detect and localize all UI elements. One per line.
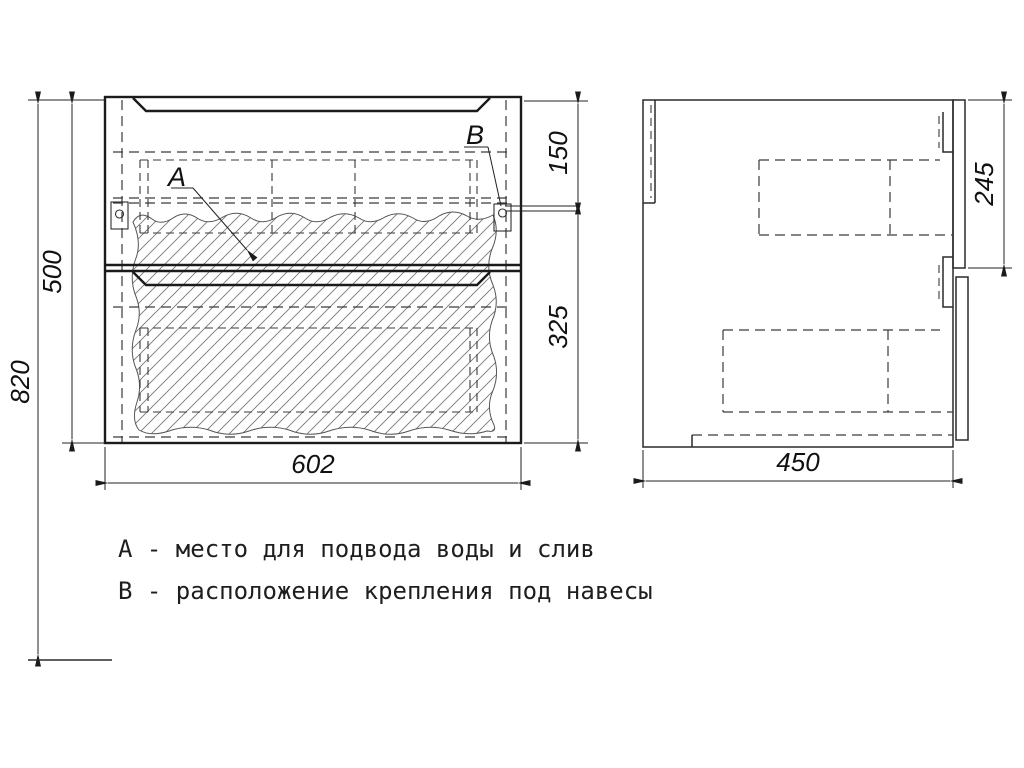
side-view-outline <box>643 100 968 447</box>
dim-820-text: 820 <box>5 360 35 404</box>
mounting-bracket-left <box>111 202 128 229</box>
dim-602-text: 602 <box>291 449 335 479</box>
dimension-820 <box>28 100 112 660</box>
side-view-hidden-lines <box>651 105 953 435</box>
dim-500-text: 500 <box>37 250 67 294</box>
dimension-500 <box>62 104 105 443</box>
dim-150-text: 150 <box>543 131 573 175</box>
zone-label-b: В <box>466 120 485 150</box>
dim-450-text: 450 <box>776 447 820 477</box>
hatch-zone-a <box>132 212 496 434</box>
dim-325-text: 325 <box>543 305 573 349</box>
dim-245-text: 245 <box>969 162 999 206</box>
legend-line-b: В - расположение крепления под навесы <box>118 577 653 605</box>
zone-label-a: А <box>168 162 187 192</box>
legend-line-a: А - место для подвода воды и слив <box>118 535 595 563</box>
